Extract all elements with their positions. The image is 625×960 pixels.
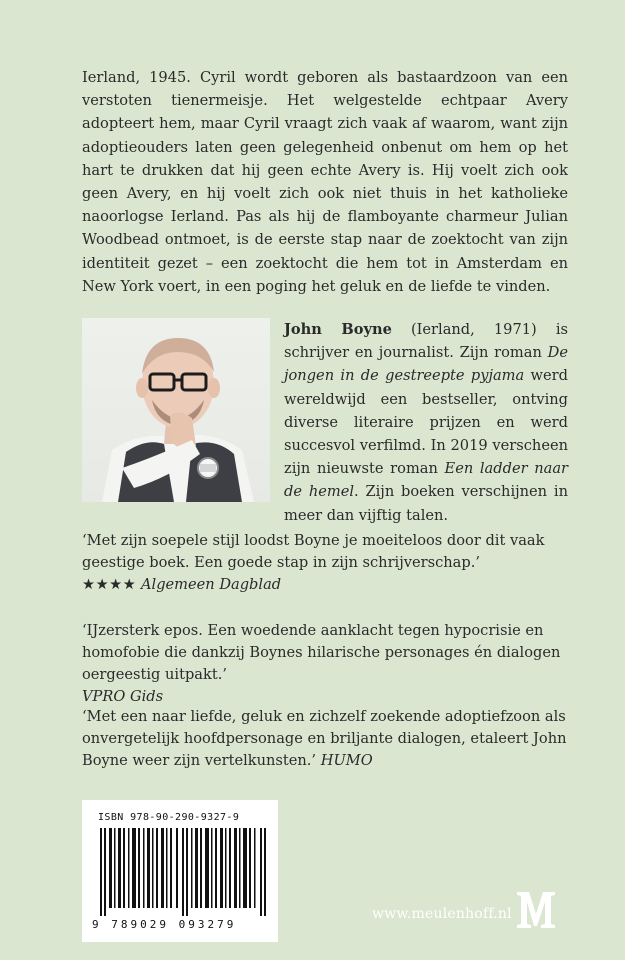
author-name: John Boyne xyxy=(284,321,392,338)
quote-source: HUMO xyxy=(320,752,373,769)
back-cover-blurb: Ierland, 1945. Cyril wordt geboren als bastaardzoon van een verstoten tienermeisje. Het welgestelde echtpaar Avery adopteert hem, maar Cyril vraagt zich vaak af waarom, want zijn adoptieouders laten geen gelegenheid onbenut om hem op het hart te drukken dat hij geen echte Avery is. Hij voelt zich ook geen Avery, en hij voelt zich ook niet thuis in het katholieke naoorlogse Ierland. Pas als hij de flamboyante charmeur Julian Woodbead ontmoet, is de eerste stap naar de zoektocht van zijn identiteit gezet – een zoektocht die hem tot in Amsterdam en New York voert, in een poging het geluk en de liefde te vinden. xyxy=(82,69,568,295)
review-quote-3 xyxy=(82,706,568,772)
author-photo xyxy=(82,318,270,502)
bio-book-title-1: De jongen in de gestreepte pyjama xyxy=(284,344,568,385)
quote-source: Algemeen Dagblad xyxy=(140,576,282,593)
quote-text: ‘IJzersterk epos. Een woedende aanklacht tegen hypocrisie en homofobie die dankzij Boynes hilarische personages én dialogen oergeestig uitpakt.’ xyxy=(82,622,561,683)
review-quote-1 xyxy=(82,530,568,596)
author-bio xyxy=(284,318,568,527)
ean-digits: 9 789029 093279 xyxy=(92,918,237,931)
rating-stars: ★★★★ xyxy=(82,576,137,593)
publisher-website: www.meulenhoff.nl xyxy=(372,906,512,922)
meulenhoff-m-logo-icon xyxy=(514,888,558,932)
quote-source: VPRO Gids xyxy=(82,688,164,705)
review-quote-2 xyxy=(82,620,568,708)
author-portrait-icon xyxy=(82,318,270,502)
isbn-number: ISBN 978-90-290-9327-9 xyxy=(98,812,240,823)
quote-text: ‘Met zijn soepele stijl loodst Boyne je moeiteloos door dit vaak geestige boek. Een goede stap in zijn schrijverschap.’ xyxy=(82,532,545,571)
bio-book-title-2: Een ladder naar de hemel xyxy=(284,460,568,501)
barcode-box xyxy=(82,800,278,942)
quote-text: ‘Met een naar liefde, geluk en zichzelf zoekende adoptiefzoon als onvergetelijk hoofdpersonage en briljante dialogen, etaleert John Boyne weer zijn vertelkunsten.’ xyxy=(82,708,567,769)
bio-text-1: (Ierland, 1971) is schrijver en journalist. Zijn roman xyxy=(284,321,568,362)
barcode-icon xyxy=(100,828,268,916)
bio-text-2: werd wereldwijd een bestseller, ontving diverse literaire prijzen en werd succesvol verfilmd. In 2019 verscheen zijn nieuwste roman xyxy=(284,367,568,478)
bio-text-3: . Zijn boeken verschijnen in meer dan vijftig talen. xyxy=(284,483,568,524)
